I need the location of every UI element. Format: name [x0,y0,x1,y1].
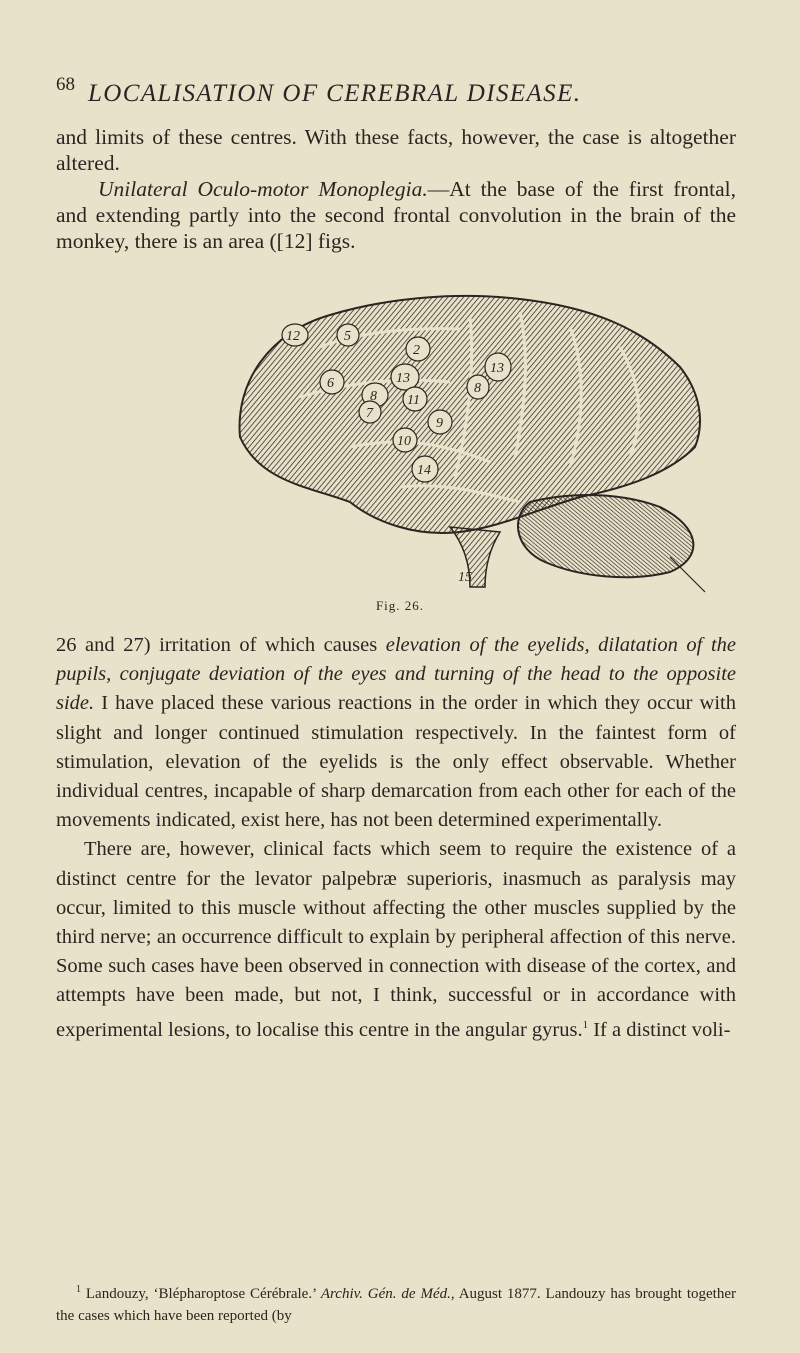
footnote-text-1: Landouzy, ‘Blépharoptose Cérébrale.’ [81,1286,321,1302]
paragraph-continued: and limits of these centres. With these facts, however, the case is altogether altered. [56,125,736,175]
label-9: 9 [436,416,443,431]
paragraph-oculo-motor [56,176,736,254]
p1-rest: I have placed these various reactions in the order in which they occur with slight and longer continued stimulation respectively. In the faintest form of stimulation, elevation of the eyelids is the only effect observable. Whether individual centres, incapable of sharp demarcation from each other for each of the movements indicated, exist here, has not been determined experimentally. [56,692,736,832]
label-5: 5 [344,329,351,344]
footnote [56,1279,736,1327]
p2-end: If a distinct voli- [588,1018,731,1041]
p1-italic: elevation of the eyelids, dilatation of the pupils, conjugate deviation of the eyes and turning of the head to the opposite side. [56,634,736,715]
paragraph-2 [56,835,736,1044]
figure-caption: Fig. 26. [375,598,425,613]
p2-text: There are, however, clinical facts which seem to require the existence of a distinct centre for the levator palpebræ superioris, inasmuch as paralysis may occur, limited to this muscle without affecting the other muscles supplied by the third nerve; an occurrence difficult to explain by peripheral affection of this nerve. Some such cases have been observed in connection with disease of the cortex, and attempts have been made, but not, I think, successful or in accordance with experimental lesions, to localise this centre in the angular gyrus. [56,838,736,1041]
footnote-text [56,1279,736,1327]
footnote-text-2: August 1877. Landouzy has brought together the cases which have been reported (by [56,1286,736,1324]
label-6: 6 [327,376,334,391]
footnote-ref[interactable]: 1 [582,1018,589,1031]
label-7: 7 [366,406,373,421]
p1-start: 26 and 27) irritation of which causes [56,634,386,656]
label-13b: 13 [490,361,504,376]
paragraph-text: —At the base of the first frontal, and extending partly into the second frontal convolution in the brain of the monkey, there is an area ([12] figs. [56,177,736,253]
brain-illustration [200,287,730,597]
footnote-mark: 1 [76,1284,81,1295]
body-text [56,631,736,1045]
pointer-line [670,557,705,592]
section-heading: Unilateral Oculo-motor Monoplegia. [98,177,428,201]
cerebellum-shape [518,495,693,577]
page-number: 68 [56,74,75,95]
footnote-journal: Archiv. Gén. de Méd., [320,1286,455,1302]
paragraph-1 [56,631,736,835]
label-15: 15 [458,570,472,585]
label-14: 14 [417,463,431,478]
page-header [56,74,756,114]
label-8a: 8 [370,389,377,404]
label-8b: 8 [474,381,481,396]
label-12: 12 [286,329,300,344]
label-13a: 13 [396,371,410,386]
label-10: 10 [397,434,411,449]
brain-figure [200,287,730,597]
top-text [56,124,736,254]
label-11: 11 [407,393,420,408]
running-title: LOCALISATION OF CEREBRAL DISEASE. [88,80,582,107]
label-2: 2 [413,343,420,358]
